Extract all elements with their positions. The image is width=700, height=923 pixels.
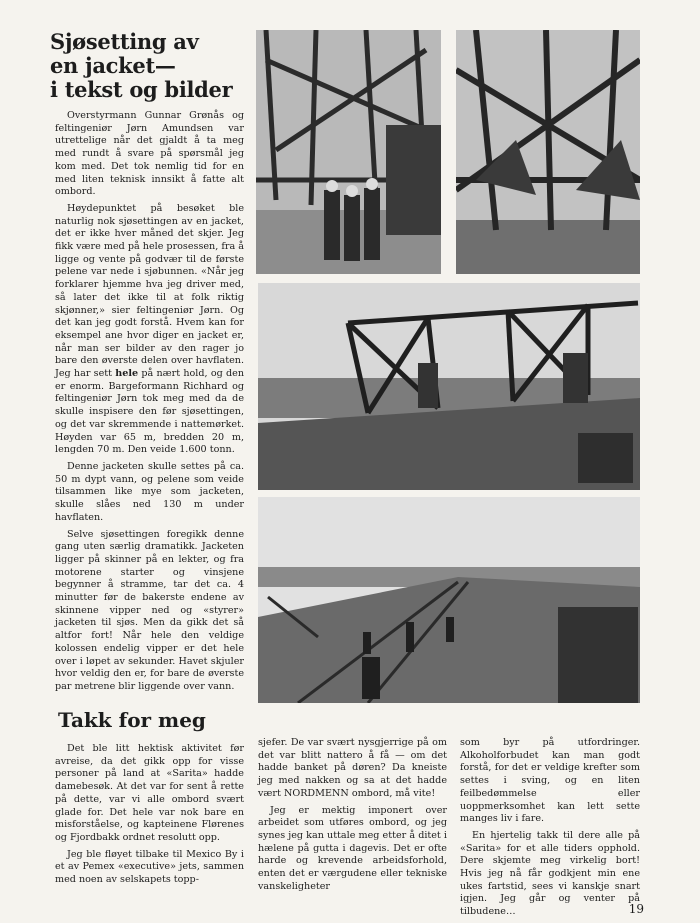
closing-col1-paragraph-2: Jeg ble fløyet tilbake til Mexico By i et av Pemex «executive» jets, sammen med noen av selskapets topp- (55, 848, 244, 886)
photo-barge-deck-workers (258, 497, 640, 703)
emphasis-hele: hele (115, 368, 139, 380)
closing-col3-paragraph-1: som byr på utfordringer. Alkoholforbudet kan man godt forstå, for det er veldige krefter som settes i sving, og en liten feilbedømmelse eller uoppmerksomhet kan lett sette manges liv i fare. (460, 737, 640, 825)
intro-column (55, 110, 244, 698)
title-line-2: en jacket— (50, 53, 176, 78)
photo-jacket-structure (456, 30, 640, 274)
closing-col1-paragraph-1: Det ble litt hektisk aktivitet før avreise, da det gikk opp for visse personer på land at «Sarita» hadde damebesøk. At det var for sent å rette på dette, var vi alle ombord svært glade for. Det hele var nok bare en misforståelse, og kapteinene Flørenes og Fjordbakk ordnet resolutt opp. (55, 743, 244, 843)
section-heading-takk: Takk for meg (58, 708, 206, 732)
title-line-3: i tekst og bilder (50, 77, 233, 102)
closing-col2-paragraph-2: Jeg er mektig imponert over arbeidet som utføres ombord, og jeg synes jeg kan uttale meg etter å ditet i hælene på gutta i dagevis. Det er ofte harde og krevende arbeidsforhold, enten det er værgudene eller tekniske vanskeligheter (258, 804, 447, 892)
closing-col2-lead: sjefer. De var svært nysgjerrige på om det var blitt nattero å få — om det hadde banket på døren? Da kneiste jeg med nakken og sa at det hadde vært (258, 737, 447, 799)
closing-column-2 (258, 737, 447, 897)
photo-jacket-on-barge (258, 283, 640, 490)
article-title (50, 30, 250, 102)
intro-paragraph-1: Overstyrmann Gunnar Grønås og feltingeniør Jørn Amundsen var utrettelige når det gjaldt å ta meg med rundt å svare på spørsmål jeg kom med. Det tok nemlig tid for en med liten teknisk innsikt å fatte alt ombord. (55, 110, 244, 198)
closing-col3-paragraph-2: En hjertelig takk til dere alle på «Sarita» for et alle tiders opphold. Dere skjemte meg virkelig bort! Hvis jeg nå får godkjent min ene ukes fartstid, sees vi kanskje snart igjen. Jeg går og venter på tilbudene… (460, 829, 640, 918)
closing-col2-tail: ombord, må vite! (351, 787, 436, 799)
closing-column-1 (55, 743, 244, 891)
intro-paragraph-2-tail: på nært hold, og den er enorm. Bargeformann Richhard og feltingeniør Jørn tok meg med da de skulle inspisere den før sjøsettingen, og det var skremmende i nattemørket. Høyden var 65 m, bredden 20 m, lengden 70 m. Den veide 1.600 tonn. (55, 368, 244, 456)
emphasis-nordmenn: NORDMENN (283, 787, 349, 799)
closing-column-3 (460, 737, 640, 923)
page-number: 19 (628, 902, 644, 916)
intro-paragraph-3: Denne jacketen skulle settes på ca. 50 m dypt vann, og pelene som veide tilsammen like mye som jacketen, skulle slåes ned 130 m under havflaten. (55, 460, 244, 523)
title-line-1: Sjøsetting av (50, 29, 199, 54)
photo-men-on-deck (256, 30, 441, 274)
intro-paragraph-2 (55, 203, 244, 457)
intro-paragraph-2-text: Høydepunktet på besøket ble naturlig nok sjøsettingen av en jacket, det er ikke hver måned det skjer. Jeg fikk være med på hele prosessen, fra å ligge og vente på godvær til de første pelene var nede i sjøbunnen. «Når jeg forklarer hjemme hva jeg driver med, så later det ikke til at folk riktig skjønner,» sier feltingeniør Jørn. Og det kan jeg godt forstå. Hvem kan for eksempel ane hvor diger en jacket er, når man ser bilder av den rager jo bare den øverste delen over havflaten. Jeg har sett (55, 202, 244, 380)
closing-col2-paragraph-1 (258, 737, 447, 801)
intro-paragraph-4: Selve sjøsettingen foregikk denne gang uten særlig dramatikk. Jacketen ligger på skinner på en lekter, og fra motorene starter og vinsjene begynner å stramme, tar det ca. 4 minutter før de bakerste endene av skinnene vipper ned og «styrer» jacketen til sjøs. Men da gikk det så altfor fort! Når hele den veldige kolossen endelig vipper er det hele over i løpet av sekunder. Havet skjuler hvor veldig den er, for bare de øverste par metrene blir liggende over vann. (55, 528, 244, 692)
